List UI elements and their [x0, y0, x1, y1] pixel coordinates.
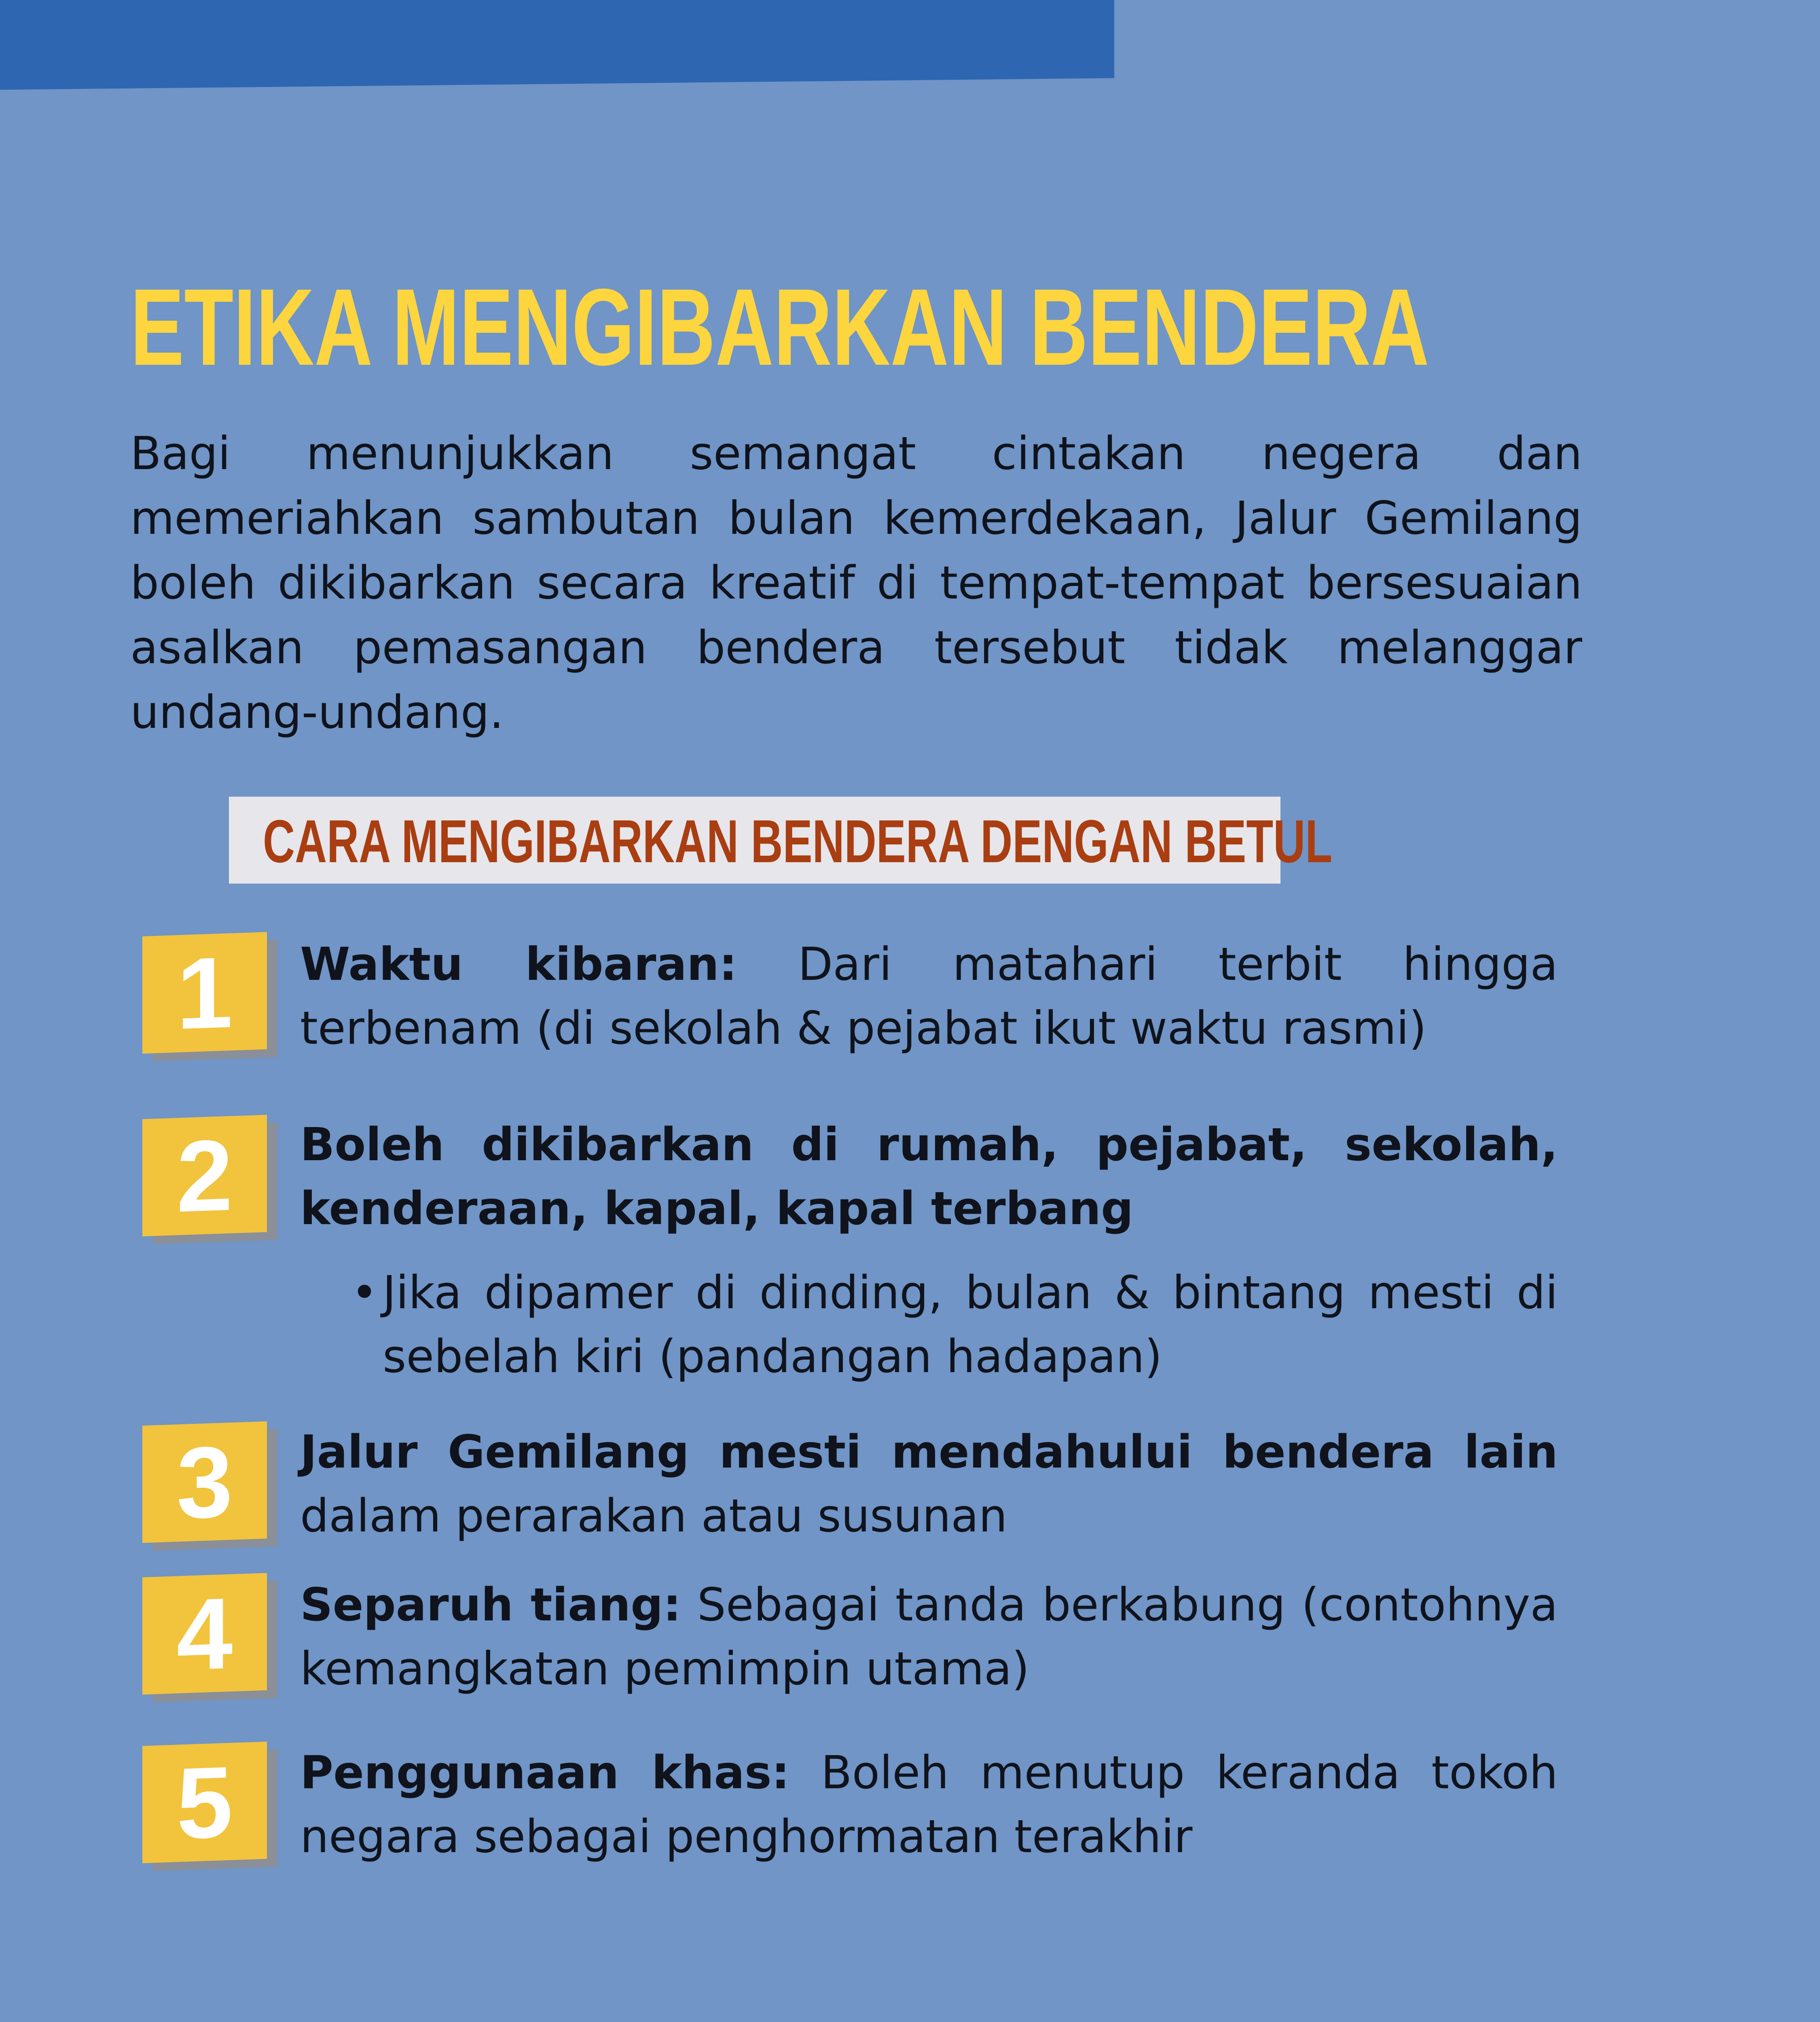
list-item-5 [300, 1741, 1558, 1869]
number-badge-label: 4 [176, 1576, 233, 1692]
list-item-text: Dari matahari terbit hingga terbenam (di sekolah & pejabat ikut waktu rasmi) [300, 938, 1558, 1055]
list-item-bold: Waktu kibaran: [300, 938, 737, 991]
list-item-bold: Jalur Gemilang mesti mendahului bendera lain [300, 1426, 1558, 1478]
sub-bullet-text: Jika dipamer di dinding, bulan & bintang mesti di sebelah kiri (pandangan hadapan) [383, 1267, 1558, 1383]
list-item-1 [300, 933, 1558, 1060]
list-item-4 [300, 1573, 1558, 1701]
number-badge-label: 2 [176, 1118, 233, 1233]
list-item-text: dalam perarakan atau susunan [300, 1490, 1007, 1542]
number-badge-5 [142, 1742, 267, 1863]
section-label-text: CARA MENGIBARKAN BENDERA DENGAN BETUL [263, 807, 1333, 875]
sub-bullet-item [351, 1261, 1558, 1389]
section-label [229, 797, 1333, 884]
list-item-bold: Separuh tiang: [300, 1579, 681, 1631]
page-title: ETIKA MENGIBARKAN BENDERA [130, 266, 1429, 388]
list-item-text: Sebagai tanda berkabung (contohnya kemangkatan pemimpin utama) [300, 1579, 1558, 1695]
list-item-3 [300, 1420, 1558, 1548]
number-badge-4 [142, 1573, 267, 1695]
bullet-dot-icon: • [351, 1267, 378, 1319]
top-accent-band [0, 0, 1114, 90]
number-badge-1 [142, 932, 267, 1054]
list-item-bold: Boleh dikibarkan di rumah, pejabat, sekolah, kenderaan, kapal, kapal terbang [300, 1119, 1558, 1235]
number-badge-label: 3 [176, 1425, 233, 1540]
list-item-text: Boleh menutup keranda tokoh negara sebagai penghormatan terakhir [300, 1747, 1558, 1863]
list-item-bold: Penggunaan khas: [300, 1747, 790, 1799]
number-badge-label: 1 [176, 935, 233, 1051]
intro-paragraph: Bagi menunjukkan semangat cintakan negera dan memeriahkan sambutan bulan kemerdekaan, Jalur Gemilang boleh dikibarkan secara kreatif di tempat-tempat bersesuaian asalkan pemasangan bendera tersebut tidak melanggar undang-undang. [130, 427, 1582, 739]
number-badge-3 [142, 1421, 267, 1543]
number-badge-label: 5 [176, 1745, 233, 1860]
number-badge-2 [142, 1115, 267, 1237]
list-item-2 [300, 1113, 1558, 1241]
